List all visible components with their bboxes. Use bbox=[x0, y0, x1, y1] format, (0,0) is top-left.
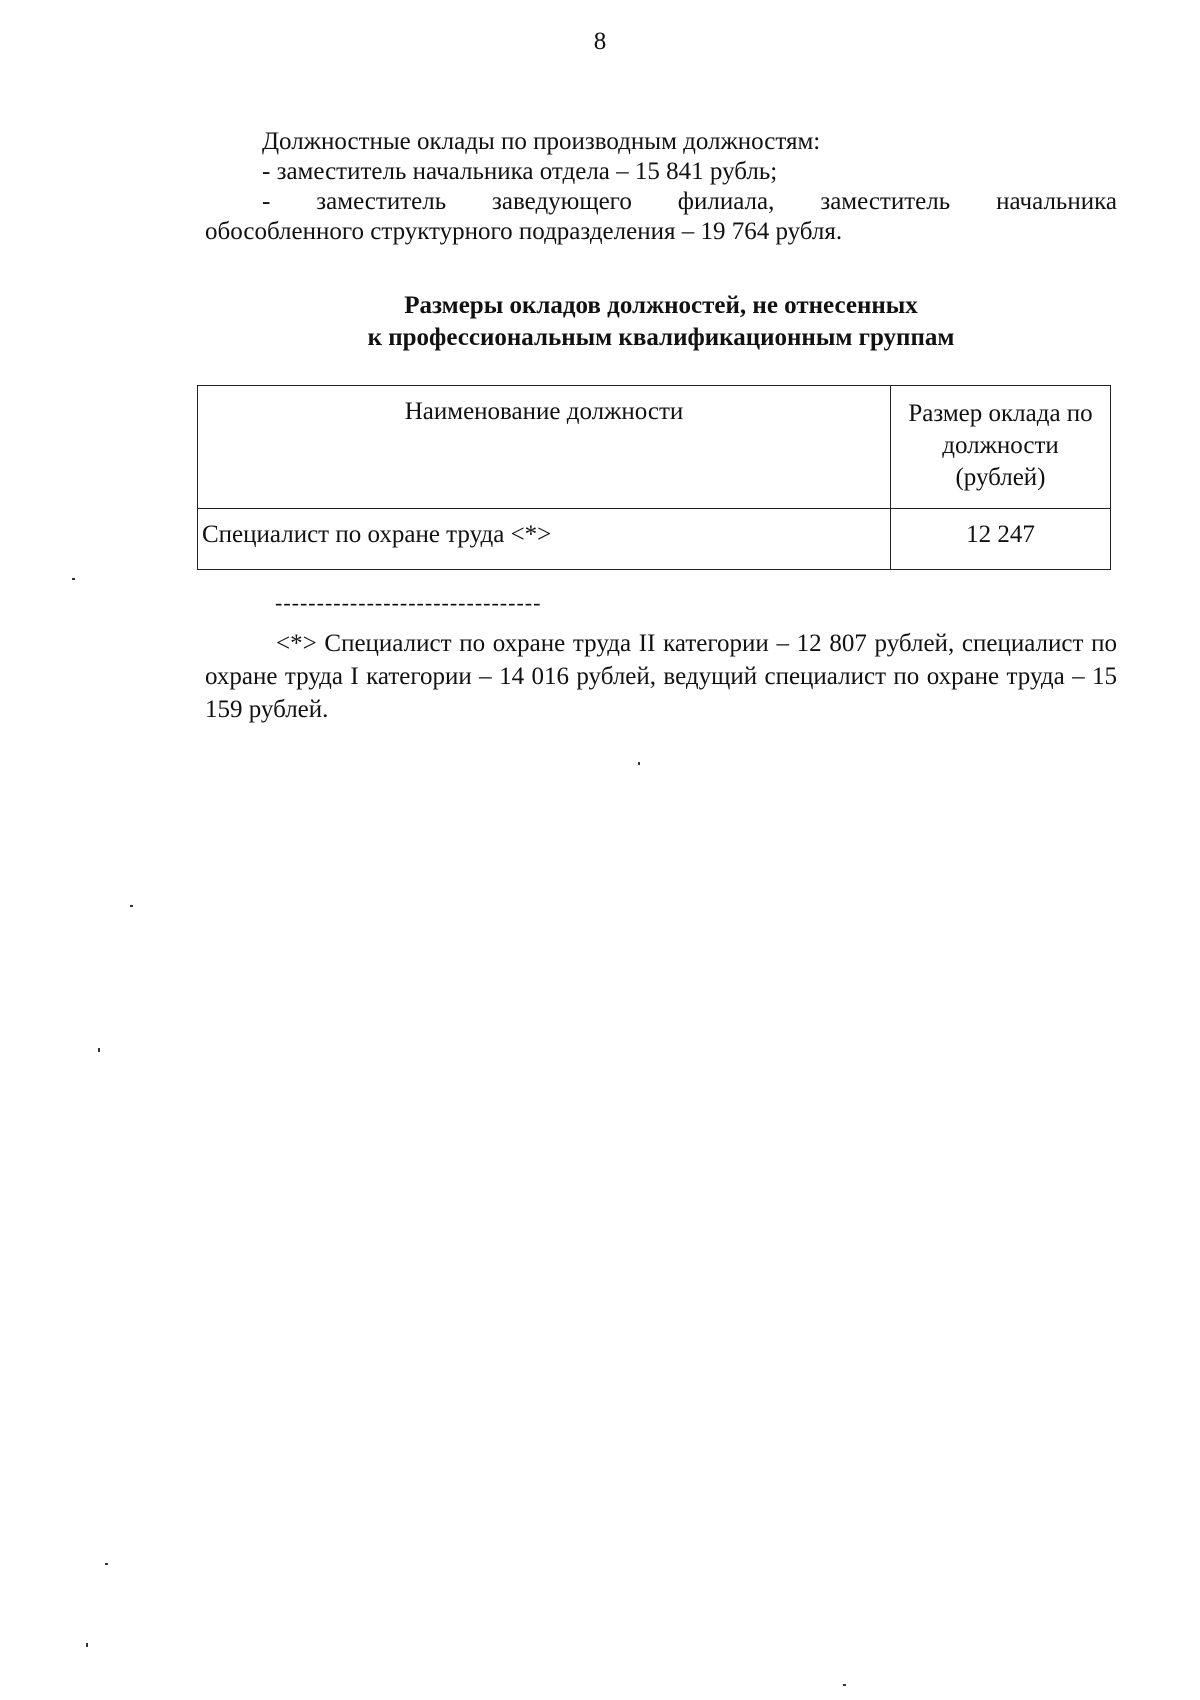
scan-speck bbox=[72, 578, 75, 580]
scan-speck bbox=[98, 1048, 100, 1052]
intro-line-3-word: филиала, bbox=[677, 188, 775, 215]
scan-speck bbox=[638, 762, 640, 765]
salary-value-cell: 12 247 bbox=[891, 509, 1111, 570]
column-header-salary: Размер оклада по должности (рублей) bbox=[891, 386, 1111, 509]
section-heading bbox=[205, 290, 1117, 354]
intro-line-2: - заместитель начальника отдела – 15 841 рубль; bbox=[262, 158, 778, 185]
position-name-cell: Специалист по охране труда <*> bbox=[198, 509, 891, 570]
table-header-row bbox=[198, 386, 1111, 509]
intro-line-3-word: начальника bbox=[996, 188, 1117, 215]
column-header-position: Наименование должности bbox=[198, 386, 891, 509]
salary-table bbox=[197, 385, 1111, 570]
scan-speck bbox=[130, 905, 133, 907]
scan-speck bbox=[86, 1643, 88, 1647]
scan-speck bbox=[105, 1563, 108, 1565]
footnote-text: <*> Специалист по охране труда II категории – 12 807 рублей, специалист по охране труда I категории – 14 016 рублей, ведущий специалист по охране труда – 15 159 рублей. bbox=[205, 630, 1117, 723]
intro-line-3-word: - bbox=[262, 188, 271, 215]
intro-line-1: Должностные оклады по производным должностям: bbox=[262, 128, 821, 155]
heading-line-2: к профессиональным квалификационным группам bbox=[367, 324, 955, 351]
intro-line-3 bbox=[205, 187, 1117, 217]
intro-line-4: обособленного структурного подразделения – 19 764 рубля. bbox=[205, 218, 843, 245]
page-number: 8 bbox=[593, 28, 607, 55]
intro-line-3-word: заместитель bbox=[820, 188, 951, 215]
table-row bbox=[198, 509, 1111, 570]
heading-line-1: Размеры окладов должностей, не отнесенных bbox=[404, 292, 918, 319]
footnote-separator: -------------------------------- bbox=[275, 590, 542, 615]
scan-speck bbox=[843, 1684, 846, 1686]
intro-line-3-word: заместитель bbox=[316, 188, 447, 215]
intro-line-3-word: заведующего bbox=[492, 188, 632, 215]
intro-paragraph bbox=[205, 127, 1117, 247]
